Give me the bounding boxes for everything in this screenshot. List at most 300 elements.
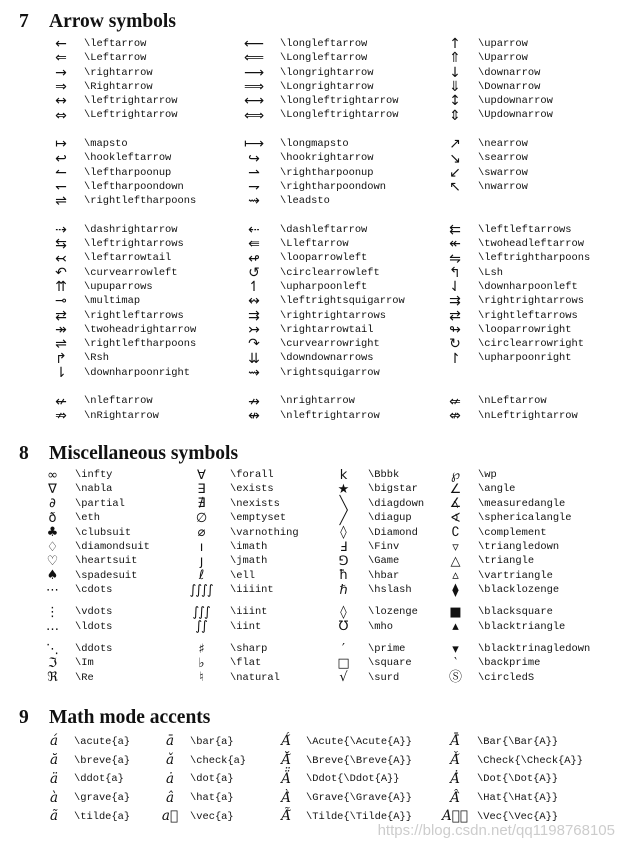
latex-command: \blacktriangle bbox=[478, 620, 566, 633]
arrow-glyph: ⇍ bbox=[449, 393, 461, 410]
latex-command: \square bbox=[368, 657, 412, 670]
latex-command: \nleftarrow bbox=[84, 395, 153, 408]
arrow-row bbox=[0, 237, 623, 251]
arrow-glyph: ↼ bbox=[55, 164, 67, 181]
accent-glyph: á bbox=[49, 733, 59, 750]
arrow-glyph: ↣ bbox=[248, 322, 260, 339]
misc-symbol-group bbox=[0, 605, 623, 634]
accent-glyph: â bbox=[165, 789, 175, 806]
arrow-glyph: ↘ bbox=[449, 150, 461, 167]
latex-command: \triangle bbox=[478, 555, 535, 568]
misc-symbol-row bbox=[0, 511, 623, 525]
arrow-glyph: ⇏ bbox=[55, 407, 67, 424]
arrow-glyph: ↑ bbox=[449, 36, 461, 53]
latex-command: \blacklozenge bbox=[478, 584, 560, 597]
latex-command: \nLeftarrow bbox=[478, 395, 547, 408]
latex-command: \nwarrow bbox=[478, 180, 528, 193]
latex-command: \Check{\Check{A}} bbox=[477, 754, 584, 767]
misc-symbol-glyph: ∁ bbox=[451, 525, 459, 541]
misc-symbol-glyph: ♡ bbox=[46, 554, 58, 570]
latex-command: \iiint bbox=[230, 606, 268, 619]
misc-symbol-glyph: ♢ bbox=[46, 539, 58, 555]
latex-command: \clubsuit bbox=[75, 526, 132, 539]
latex-command: \downarrow bbox=[478, 66, 541, 79]
misc-symbol-glyph: ▴ bbox=[452, 619, 458, 635]
latex-command: \Bbbk bbox=[368, 468, 400, 481]
misc-symbol-glyph: ⌀ bbox=[197, 525, 205, 541]
misc-symbol-glyph: △ bbox=[450, 554, 460, 570]
arrow-glyph: ⇝ bbox=[248, 193, 260, 210]
latex-command: \tilde{a} bbox=[74, 810, 131, 823]
arrow-glyph: ⇄ bbox=[449, 307, 461, 324]
latex-command: \Uparrow bbox=[478, 52, 528, 65]
arrow-row bbox=[0, 323, 623, 337]
misc-symbol-glyph: Ⓢ bbox=[448, 670, 461, 686]
latex-command: \prime bbox=[368, 642, 406, 655]
latex-command: \diagup bbox=[368, 512, 412, 525]
latex-command: \circlearrowright bbox=[478, 338, 585, 351]
arrow-glyph: → bbox=[55, 64, 67, 81]
latex-command: \sharp bbox=[230, 642, 268, 655]
accent-group bbox=[0, 733, 623, 827]
arrow-glyph: ↪ bbox=[248, 150, 260, 167]
latex-command: \longleftarrow bbox=[280, 37, 368, 50]
arrow-row bbox=[0, 94, 623, 108]
accent-glyph: ȧ bbox=[165, 770, 175, 787]
arrow-row bbox=[0, 366, 623, 380]
arrow-glyph: ⇁ bbox=[248, 179, 260, 196]
latex-command: \heartsuit bbox=[75, 555, 138, 568]
misc-symbol-glyph: ╱ bbox=[339, 510, 347, 526]
arrow-glyph: ↶ bbox=[55, 264, 67, 281]
misc-symbol-glyph: Ⅎ bbox=[339, 539, 347, 555]
latex-command: \Leftarrow bbox=[84, 52, 147, 65]
latex-command: \ddot{a} bbox=[74, 773, 124, 786]
latex-command: \iint bbox=[230, 620, 262, 633]
accent-glyph: à bbox=[49, 789, 59, 806]
latex-command: \rightrightarrows bbox=[478, 295, 585, 308]
latex-command: \Dot{\Dot{A}} bbox=[477, 773, 559, 786]
accent-glyph: ǎ bbox=[165, 752, 175, 769]
misc-symbol-glyph: ∫∫ bbox=[195, 619, 207, 635]
latex-command: \longmapsto bbox=[280, 138, 349, 151]
arrow-row bbox=[0, 280, 623, 294]
arrow-glyph: ↽ bbox=[55, 179, 67, 196]
latex-command: \Breve{\Breve{A}} bbox=[306, 754, 413, 767]
latex-command: \leftrightsquigarrow bbox=[280, 295, 405, 308]
arrow-glyph: ⇀ bbox=[248, 164, 260, 181]
latex-command: \nabla bbox=[75, 483, 113, 496]
latex-command: \partial bbox=[75, 497, 125, 510]
accent-glyph: A⃗⃗ bbox=[442, 808, 468, 825]
arrow-group bbox=[0, 137, 623, 208]
latex-command: \looparrowleft bbox=[280, 252, 368, 265]
latex-command: \circledS bbox=[478, 671, 535, 684]
arrow-glyph: ⇐ bbox=[55, 50, 67, 67]
latex-command: \Rsh bbox=[84, 352, 109, 365]
latex-command: \leftharpoonup bbox=[84, 166, 172, 179]
latex-command: \backprime bbox=[478, 657, 541, 670]
arrow-glyph: ↗ bbox=[449, 136, 461, 153]
latex-command: \uparrow bbox=[478, 37, 528, 50]
section-number: 9 bbox=[19, 707, 29, 728]
latex-command: \Hat{\Hat{A}} bbox=[477, 792, 559, 805]
latex-command: \Downarrow bbox=[478, 80, 541, 93]
accent-glyph: Ä̈ bbox=[281, 770, 291, 787]
misc-symbol-glyph: ħ bbox=[338, 568, 348, 584]
arrow-glyph: ⇌ bbox=[55, 193, 67, 210]
arrow-glyph: ↙ bbox=[449, 164, 461, 181]
arrow-row bbox=[0, 394, 623, 408]
arrow-row bbox=[0, 194, 623, 208]
misc-symbol-glyph: ℏ bbox=[339, 582, 347, 598]
misc-symbol-glyph: ⧫ bbox=[452, 582, 458, 598]
latex-command: \upharpoonleft bbox=[280, 280, 368, 293]
misc-symbol-glyph: … bbox=[46, 619, 58, 635]
arrow-glyph: ↞ bbox=[449, 236, 461, 253]
arrow-glyph: ↓ bbox=[449, 64, 461, 81]
accent-glyph: Â̂ bbox=[450, 789, 460, 806]
arrow-row bbox=[0, 337, 623, 351]
misc-symbol-glyph: ∀ bbox=[197, 467, 205, 483]
latex-command: \iiiint bbox=[230, 584, 274, 597]
latex-command: \varnothing bbox=[230, 526, 299, 539]
latex-command: \imath bbox=[230, 540, 268, 553]
latex-command: \upharpoonright bbox=[478, 352, 572, 365]
latex-command: \Longleftarrow bbox=[280, 52, 368, 65]
latex-command: \bar{a} bbox=[190, 735, 234, 748]
arrow-glyph: ↿ bbox=[248, 279, 260, 296]
latex-command: \dot{a} bbox=[190, 773, 234, 786]
latex-command: \diamondsuit bbox=[75, 540, 150, 553]
latex-command: \rightleftarrows bbox=[478, 309, 578, 322]
latex-command: \breve{a} bbox=[74, 754, 131, 767]
latex-command: \leftrightharpoons bbox=[478, 252, 591, 265]
accent-glyph: a⃗ bbox=[161, 808, 179, 825]
misc-symbol-glyph: ∢ bbox=[450, 510, 460, 526]
latex-command: \hslash bbox=[368, 584, 412, 597]
misc-symbol-glyph: ı bbox=[199, 539, 203, 555]
latex-command: \surd bbox=[368, 671, 400, 684]
misc-symbol-glyph: ∫∫∫ bbox=[192, 605, 210, 620]
arrow-glyph: ⇒ bbox=[55, 79, 67, 96]
latex-command: \vartriangle bbox=[478, 569, 553, 582]
misc-symbol-glyph: ♯ bbox=[198, 641, 204, 657]
misc-symbols-table bbox=[0, 468, 623, 685]
math-accents-table bbox=[0, 733, 623, 827]
accent-glyph: À̀ bbox=[281, 789, 291, 806]
arrow-glyph: ↠ bbox=[55, 322, 67, 339]
latex-command: \Lsh bbox=[478, 266, 503, 279]
arrow-glyph: ↢ bbox=[55, 250, 67, 267]
latex-command: \rightleftharpoons bbox=[84, 338, 197, 351]
latex-command: \leftarrowtail bbox=[84, 252, 172, 265]
latex-command: \measuredangle bbox=[478, 497, 566, 510]
arrow-glyph: ⟹ bbox=[243, 79, 265, 96]
latex-command: \wp bbox=[478, 468, 497, 481]
arrow-row bbox=[0, 108, 623, 122]
arrow-glyph: ⇄ bbox=[55, 307, 67, 324]
misc-symbol-row bbox=[0, 671, 623, 685]
misc-symbol-glyph: ⋯ bbox=[46, 582, 58, 598]
latex-command: \vdots bbox=[75, 606, 113, 619]
latex-command: \eth bbox=[75, 512, 100, 525]
misc-symbol-row bbox=[0, 497, 623, 511]
arrow-glyph: ⇔ bbox=[55, 107, 67, 124]
misc-symbol-glyph: ∄ bbox=[197, 496, 205, 512]
accent-glyph: ä bbox=[49, 770, 59, 787]
latex-command: \bigstar bbox=[368, 483, 418, 496]
misc-symbol-glyph: k bbox=[339, 467, 347, 483]
accent-glyph: Ă̆ bbox=[281, 752, 291, 769]
latex-command: \nrightarrow bbox=[280, 395, 355, 408]
section-number: 8 bbox=[19, 443, 29, 464]
latex-command: \rightleftharpoons bbox=[84, 195, 197, 208]
arrow-row bbox=[0, 137, 623, 151]
latex-command: \nexists bbox=[230, 497, 280, 510]
arrow-glyph: ⟸ bbox=[243, 50, 265, 67]
latex-command: \blacksquare bbox=[478, 606, 553, 619]
arrow-glyph: ↺ bbox=[248, 264, 260, 281]
latex-command: \rightleftarrows bbox=[84, 309, 184, 322]
latex-command: \Lleftarrow bbox=[280, 238, 349, 251]
accent-glyph: Ȧ̇ bbox=[450, 770, 460, 787]
latex-command: \blacktrinagledown bbox=[478, 642, 591, 655]
arrow-glyph: ↭ bbox=[248, 293, 260, 310]
misc-symbol-row bbox=[0, 569, 623, 583]
accent-row bbox=[0, 751, 623, 770]
latex-command: \check{a} bbox=[190, 754, 247, 767]
latex-command: \ddots bbox=[75, 642, 113, 655]
latex-command: \ell bbox=[230, 569, 255, 582]
arrow-row bbox=[0, 294, 623, 308]
latex-command: \rightarrow bbox=[84, 66, 153, 79]
latex-command: \angle bbox=[478, 483, 516, 496]
arrow-glyph: ⟺ bbox=[243, 107, 265, 124]
misc-symbol-glyph: ∞ bbox=[47, 467, 57, 483]
arrow-row bbox=[0, 251, 623, 265]
misc-symbol-glyph: ▵ bbox=[452, 568, 458, 584]
misc-symbol-row bbox=[0, 583, 623, 597]
arrow-row bbox=[0, 66, 623, 80]
arrow-glyph: ⇚ bbox=[248, 236, 260, 253]
arrow-row bbox=[0, 352, 623, 366]
section-heading bbox=[0, 12, 623, 32]
latex-command: \upuparrows bbox=[84, 280, 153, 293]
misc-symbol-glyph: √ bbox=[339, 670, 347, 686]
arrow-glyph: ⟵ bbox=[243, 36, 265, 53]
arrow-glyph: ⇂ bbox=[55, 364, 67, 381]
accent-glyph: ā bbox=[165, 733, 175, 750]
arrow-row bbox=[0, 51, 623, 65]
arrow-glyph: ⊸ bbox=[55, 293, 67, 310]
misc-symbol-glyph: ╲ bbox=[339, 496, 347, 512]
latex-command: \grave{a} bbox=[74, 792, 131, 805]
latex-command: \Rightarrow bbox=[84, 80, 153, 93]
misc-symbol-glyph: ℧ bbox=[338, 619, 348, 635]
latex-command: \longleftrightarrow bbox=[280, 95, 399, 108]
section-heading bbox=[0, 444, 623, 464]
misc-symbol-glyph: ∡ bbox=[449, 496, 461, 512]
misc-symbol-glyph: ∠ bbox=[449, 482, 461, 498]
latex-command: \flat bbox=[230, 657, 262, 670]
latex-command: \nleftrightarrow bbox=[280, 409, 380, 422]
latex-command: \curvearrowleft bbox=[84, 266, 178, 279]
section-heading bbox=[0, 708, 623, 728]
latex-command: \dashleftarrow bbox=[280, 223, 368, 236]
arrow-glyph: ⇓ bbox=[449, 79, 461, 96]
arrow-glyph: ⇊ bbox=[248, 350, 260, 367]
accent-glyph: Á́ bbox=[281, 733, 291, 750]
misc-symbol-row bbox=[0, 540, 623, 554]
latex-command: \nearrow bbox=[478, 138, 528, 151]
section-title: Arrow symbols bbox=[49, 11, 176, 32]
latex-command: \twoheadleftarrow bbox=[478, 238, 585, 251]
arrow-row bbox=[0, 80, 623, 94]
arrow-glyph: ← bbox=[55, 36, 67, 53]
misc-symbol-glyph: ∅ bbox=[195, 510, 207, 526]
arrow-group bbox=[0, 394, 623, 423]
latex-command: \Im bbox=[75, 657, 94, 670]
latex-command: \nRightarrow bbox=[84, 409, 159, 422]
latex-command: \forall bbox=[230, 468, 274, 481]
misc-symbol-glyph: ȷ bbox=[199, 554, 203, 570]
latex-command: \leftrightarrow bbox=[84, 95, 178, 108]
misc-symbol-glyph: ♣ bbox=[46, 525, 58, 541]
latex-command: \Bar{\Bar{A}} bbox=[477, 735, 559, 748]
arrow-glyph: ⇑ bbox=[449, 50, 461, 67]
arrow-glyph: ↰ bbox=[449, 264, 461, 281]
arrow-row bbox=[0, 266, 623, 280]
misc-symbol-glyph: ■ bbox=[449, 605, 461, 620]
arrow-row bbox=[0, 223, 623, 237]
latex-command: \leftarrow bbox=[84, 37, 147, 50]
misc-symbol-row bbox=[0, 642, 623, 656]
latex-command: \hookleftarrow bbox=[84, 152, 172, 165]
arrow-glyph: ↦ bbox=[55, 136, 67, 153]
arrow-glyph: ⇠ bbox=[248, 222, 260, 238]
misc-symbol-glyph: ⋮ bbox=[46, 605, 58, 620]
arrow-glyph: ⇌ bbox=[55, 336, 67, 353]
arrow-glyph: ⇝ bbox=[248, 364, 260, 381]
misc-symbol-glyph: ℜ bbox=[47, 670, 57, 686]
section-title: Math mode accents bbox=[49, 707, 211, 728]
misc-symbol-row bbox=[0, 554, 623, 568]
arrow-glyph: ↬ bbox=[449, 322, 461, 339]
misc-symbol-glyph: ℘ bbox=[450, 467, 460, 483]
misc-symbol-glyph: ∫∫∫∫ bbox=[189, 582, 213, 598]
misc-symbol-glyph: ∇ bbox=[48, 482, 56, 498]
latex-command: \triangledown bbox=[478, 540, 560, 553]
misc-symbol-row bbox=[0, 482, 623, 496]
latex-command: \hookrightarrow bbox=[280, 152, 374, 165]
misc-symbol-group bbox=[0, 642, 623, 685]
arrow-glyph: ↻ bbox=[449, 336, 461, 353]
latex-command: \lozenge bbox=[368, 606, 418, 619]
arrow-row bbox=[0, 151, 623, 165]
latex-command: \ldots bbox=[75, 620, 113, 633]
section-number: 7 bbox=[19, 11, 29, 32]
latex-command: \Vec{\Vec{A}} bbox=[477, 810, 559, 823]
misc-symbol-glyph: ⋱ bbox=[46, 641, 58, 657]
latex-command: \infty bbox=[75, 468, 113, 481]
latex-command: \Longleftrightarrow bbox=[280, 109, 399, 122]
arrow-row bbox=[0, 37, 623, 51]
accent-glyph: Ǎ̌ bbox=[450, 752, 460, 769]
latex-command: \spadesuit bbox=[75, 569, 138, 582]
misc-symbol-glyph: ▿ bbox=[452, 539, 458, 555]
latex-command: \acute{a} bbox=[74, 735, 131, 748]
latex-command: \leftrightarrows bbox=[84, 238, 184, 251]
latex-command: \Updownarrow bbox=[478, 109, 553, 122]
arrow-glyph: ⇃ bbox=[449, 279, 461, 296]
arrow-glyph: ↚ bbox=[55, 393, 67, 410]
latex-command: \rightrightarrows bbox=[280, 309, 387, 322]
arrow-glyph: ⇉ bbox=[449, 293, 461, 310]
misc-symbol-glyph: ℑ bbox=[47, 655, 57, 671]
latex-command: \nLeftrightarrow bbox=[478, 409, 578, 422]
misc-symbol-glyph: ◊ bbox=[340, 525, 346, 541]
arrow-row bbox=[0, 309, 623, 323]
arrow-row bbox=[0, 180, 623, 194]
watermark: https://blog.csdn.net/qq1198768105 bbox=[377, 822, 615, 839]
arrow-glyph: ↛ bbox=[248, 393, 260, 410]
latex-command: \emptyset bbox=[230, 512, 287, 525]
accent-row bbox=[0, 789, 623, 808]
latex-command: \vec{a} bbox=[190, 810, 234, 823]
arrow-row bbox=[0, 166, 623, 180]
misc-symbol-glyph: ℓ bbox=[198, 568, 204, 584]
misc-symbol-row bbox=[0, 526, 623, 540]
misc-symbol-row bbox=[0, 605, 623, 619]
misc-symbol-glyph: ♮ bbox=[199, 670, 203, 686]
latex-command: \leadsto bbox=[280, 195, 330, 208]
latex-command: \rightsquigarrow bbox=[280, 366, 380, 379]
arrow-glyph: ⇎ bbox=[449, 407, 461, 424]
latex-command: \leftleftarrows bbox=[478, 223, 572, 236]
arrow-glyph: ⇆ bbox=[55, 236, 67, 253]
latex-command: \mho bbox=[368, 620, 393, 633]
latex-command: \rightharpoonup bbox=[280, 166, 374, 179]
arrow-glyph: ↩ bbox=[55, 150, 67, 167]
arrow-glyph: ⇈ bbox=[55, 279, 67, 296]
arrow-row bbox=[0, 409, 623, 423]
arrow-glyph: ⟶ bbox=[243, 64, 265, 81]
latex-command: \Ddot{\Ddot{A}} bbox=[306, 773, 400, 786]
latex-command: \downdownarrows bbox=[280, 352, 374, 365]
latex-command: \multimap bbox=[84, 295, 141, 308]
latex-command: \mapsto bbox=[84, 138, 128, 151]
arrow-glyph: ⇕ bbox=[449, 107, 461, 124]
latex-command: \Re bbox=[75, 671, 94, 684]
arrow-symbols-table bbox=[0, 37, 623, 423]
misc-symbol-glyph: ∃ bbox=[197, 482, 205, 498]
latex-command: \Game bbox=[368, 555, 400, 568]
latex-command: \twoheadrightarrow bbox=[84, 323, 197, 336]
arrow-glyph: ⇉ bbox=[248, 307, 260, 324]
latex-command: \longrightarrow bbox=[280, 66, 374, 79]
latex-command: \curvearrowright bbox=[280, 338, 380, 351]
arrow-glyph: ↫ bbox=[248, 250, 260, 267]
latex-command: \Leftrightarrow bbox=[84, 109, 178, 122]
arrow-glyph: ↱ bbox=[55, 350, 67, 367]
misc-symbol-glyph: ♭ bbox=[198, 655, 204, 671]
accent-glyph: Ã̃ bbox=[281, 808, 291, 825]
latex-command: \Grave{\Grave{A}} bbox=[306, 792, 413, 805]
misc-symbol-glyph: ‵ bbox=[454, 655, 456, 671]
latex-command: \looparrowright bbox=[478, 323, 572, 336]
latex-command: \dashrightarrow bbox=[84, 223, 178, 236]
